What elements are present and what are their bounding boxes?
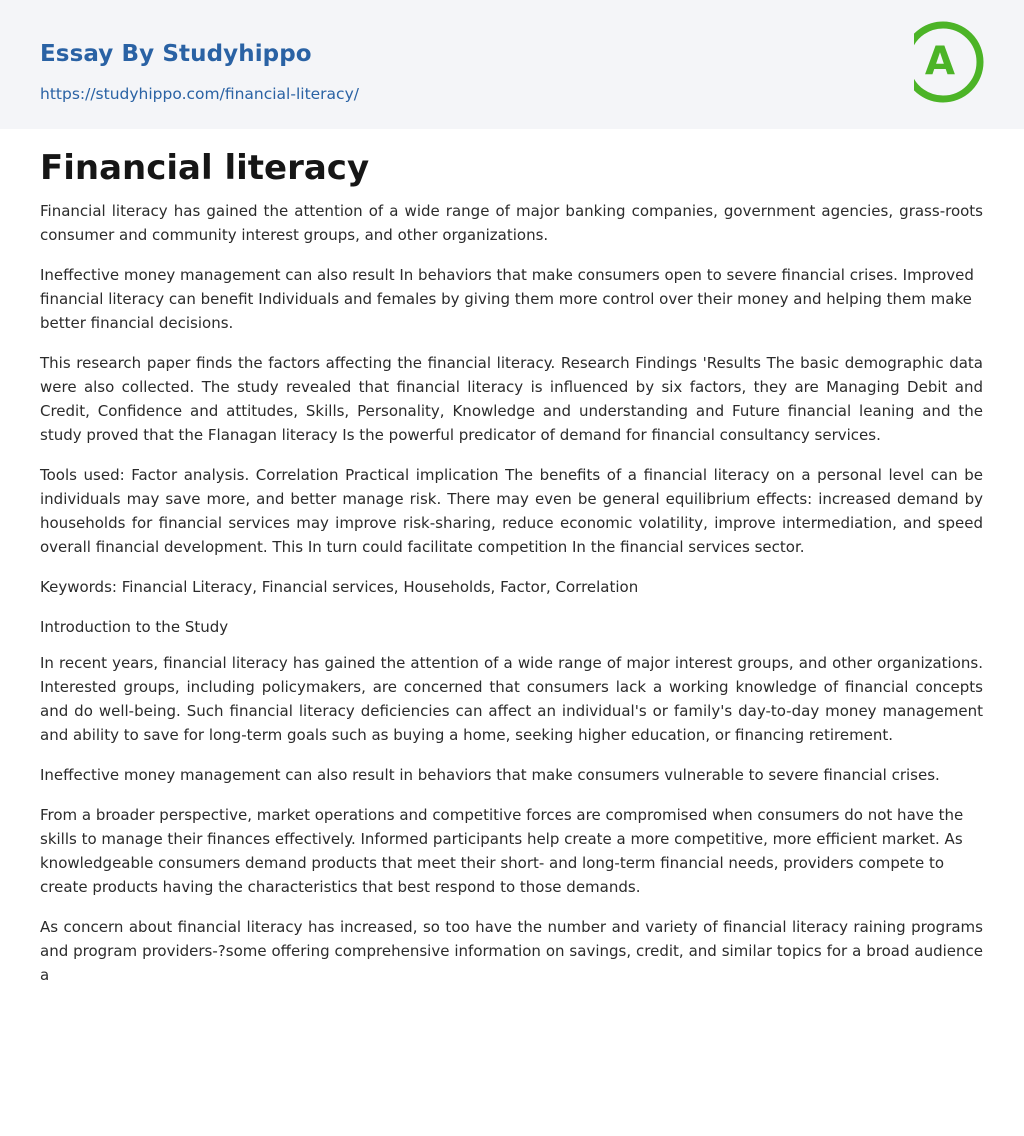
paragraph-3: This research paper finds the factors affecting the financial literacy. Research Findings 'Results The basic demographic data were also collected. The study revealed that financial literacy is influenced by six factors, they are Managing Debit and Credit, Confidence and attitudes, Skills, Personality, Knowledge and understanding and Future financial leaning and the study proved that the Flanagan literacy Is the powerful predicator of demand for financial consultancy services. bbox=[40, 354, 983, 444]
article-content bbox=[40, 146, 983, 1003]
paragraph-8: As concern about financial literacy has increased, so too have the number and variety of financial literacy raining programs and program providers-?some offering comprehensive information on savings, credit, and similar topics for a broad audience a bbox=[40, 918, 983, 984]
paragraph-5: In recent years, financial literacy has gained the attention of a wide range of major interest groups, and other organizations. Interested groups, including policymakers, are concerned that consumers lack a working knowledge of financial concepts and do well-being. Such financial literacy deficiencies can affect an individual's or family's day-to-day money management and ability to save for long-term goals such as buying a home, seeking higher education, or financing retirement. bbox=[40, 654, 983, 744]
site-header bbox=[0, 0, 1024, 129]
keywords-line: Keywords: Financial Literacy, Financial services, Households, Factor, Correlation bbox=[40, 578, 639, 596]
section-heading: Introduction to the Study bbox=[40, 618, 229, 636]
paragraph-2: Ineffective money management can also result In behaviors that make consumers open to severe financial crises. Improved financial literacy can benefit Individuals and females by giving them more control over their money and helping them make better financial decisions. bbox=[40, 266, 974, 332]
essay-url-link[interactable]: https://studyhippo.com/financial-literacy/ bbox=[40, 85, 359, 103]
paragraph-6: Ineffective money management can also result in behaviors that make consumers vulnerable to severe financial crises. bbox=[40, 766, 940, 784]
logo-letter: A bbox=[924, 39, 956, 84]
paragraph-7: From a broader perspective, market operations and competitive forces are compromised when consumers do not have the skills to manage their finances effectively. Informed participants help create a more competitive, more efficient market. As knowledgeable consumers demand products that meet their short- and long-term financial needs, providers compete to create products having the characteristics that best respond to those demands. bbox=[40, 806, 964, 896]
page-title: Financial literacy bbox=[40, 148, 370, 188]
paragraph-1: Financial literacy has gained the attention of a wide range of major banking companies, government agencies, grass-roots consumer and community interest groups, and other organizations. bbox=[40, 202, 983, 244]
paragraph-4: Tools used: Factor analysis. Correlation Practical implication The benefits of a financial literacy on a personal level can be individuals may save more, and better manage risk. There may even be general equilibrium effects: increased demand by households for financial services may improve risk-sharing, reduce economic volatility, improve intermediation, and speed overall financial development. This In turn could facilitate competition In the financial services sector. bbox=[40, 466, 983, 556]
brand-name[interactable]: Essay By Studyhippo bbox=[40, 41, 312, 67]
studyhippo-logo[interactable] bbox=[914, 20, 985, 104]
